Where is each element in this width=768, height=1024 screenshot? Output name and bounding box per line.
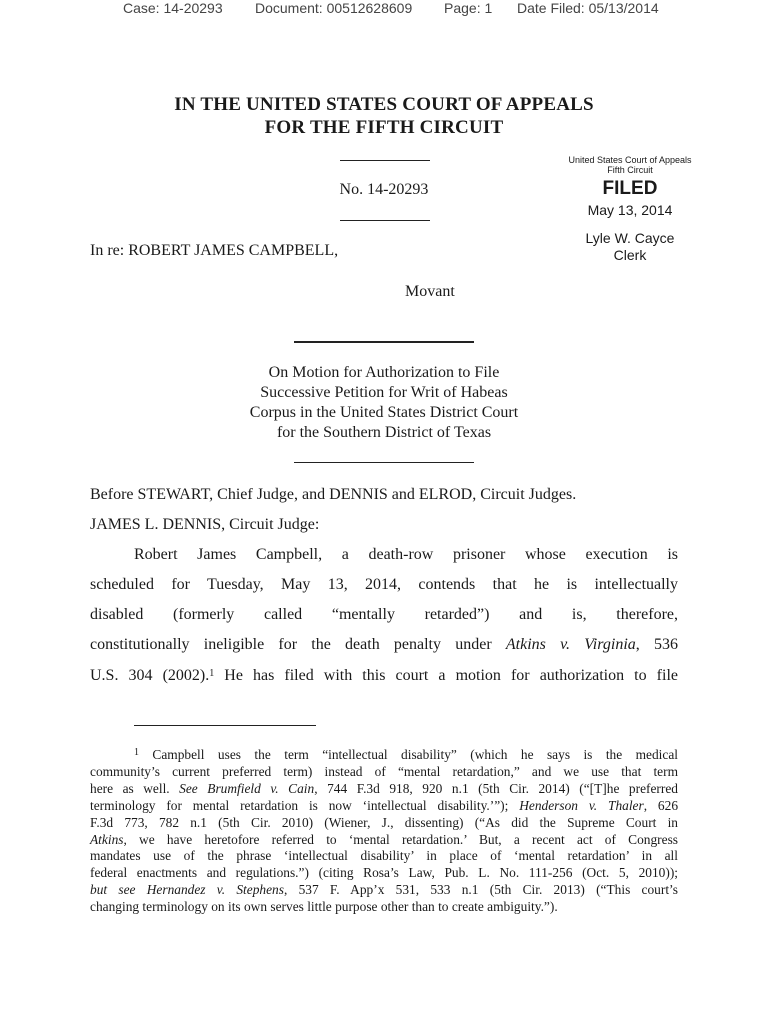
body-line-1: Robert James Campbell, a death-row prisoner whose execution is	[134, 546, 678, 563]
stamp-clerk-name: Lyle W. Cayce	[585, 230, 675, 246]
footnote-line: here as well. See Brumfield v. Cain, 744 F.3d 918, 920 n.1 (5th Cir. 2014) (“[T]he preferred	[90, 780, 678, 796]
stamp-court-line2: Fifth Circuit	[607, 165, 653, 175]
caption-in-re: In re: ROBERT JAMES CAMPBELL,	[90, 242, 339, 259]
stamp-court-line1: United States Court of Appeals	[568, 155, 692, 165]
page-number-header: Page: 1	[444, 0, 493, 16]
footnote-line: mandates use of the phrase ‘intellectual disability’ in place of ‘mental retardation’ in all	[90, 848, 678, 864]
filing-header	[0, 0, 768, 18]
document-number-header: Document: 00512628609	[255, 0, 413, 16]
footnote-line: $^1$ Campbell uses the term “intellectual disability” (which he says is the medical	[134, 747, 678, 762]
motion-line2: Successive Petition for Writ of Habeas	[260, 384, 508, 401]
footnote-line: F.3d 773, 782 n.1 (5th Cir. 2010) (Wiener, J., dissenting) (“As did the Supreme Court in	[90, 814, 678, 830]
footnote-reference[interactable]: 1	[209, 668, 215, 679]
stamp-clerk-title: Clerk	[613, 247, 647, 263]
footnote-line: changing terminology on its own serves little purpose other than to create ambiguity.”).	[90, 899, 558, 915]
body-line-5: U.S. 304 (2002).$^1$ He has filed with this court a motion for authorization to file	[90, 667, 678, 684]
divider-rule	[294, 462, 474, 463]
body-line-4: constitutionally ineligible for the death penalty under Atkins v. Virginia, 536	[90, 636, 678, 653]
motion-line1: On Motion for Authorization to File	[268, 364, 500, 381]
footnote-line: terminology for mental retardation is now ‘intellectual disability.’”); Henderson v. Thaler, 626	[90, 797, 679, 813]
case-citation: Atkins v. Virginia	[505, 636, 636, 653]
footnote-line: community’s current preferred term) instead of “mental retardation,” and we use that term	[90, 763, 678, 779]
case-number-header: Case: 14-20293	[123, 0, 223, 16]
motion-line3: Corpus in the United States District Court	[249, 404, 519, 421]
stamp-date: May 13, 2014	[587, 202, 673, 218]
divider-rule	[340, 160, 430, 161]
stamp-filed: FILED	[602, 178, 658, 199]
body-line-3: disabled (formerly called “mentally retarded”) and is, therefore,	[90, 606, 678, 623]
footnote-marker: 1	[134, 747, 139, 758]
footnote-separator	[134, 725, 316, 726]
motion-line4: for the Southern District of Texas	[276, 424, 492, 441]
case-number: No. 14-20293	[339, 181, 429, 198]
footnote-line: federal enactments and regulations.”) (citing Rosa’s Law, Pub. L. No. 111-256 (Oct. 5, 2010));	[90, 865, 678, 881]
court-title-line1: IN THE UNITED STATES COURT OF APPEALS	[174, 94, 594, 115]
date-filed-header: Date Filed: 05/13/2014	[517, 0, 659, 16]
body-line-2: scheduled for Tuesday, May 13, 2014, contends that he is intellectually	[90, 576, 678, 593]
court-title-line2: FOR THE FIFTH CIRCUIT	[264, 117, 504, 138]
footnote-line: but see Hernandez v. Stephens, 537 F. App’x 531, 533 n.1 (5th Cir. 2013) (“This court’s	[90, 882, 678, 898]
panel-line: Before STEWART, Chief Judge, and DENNIS and ELROD, Circuit Judges.	[90, 486, 577, 503]
divider-rule	[340, 220, 430, 221]
footnote-line: Atkins, we have heretofore referred to ‘mental retardation.’ But, a recent act of Congress	[90, 831, 678, 847]
footnote-1	[90, 745, 678, 916]
caption-role: Movant	[405, 283, 455, 300]
author-line: JAMES L. DENNIS, Circuit Judge:	[90, 516, 320, 533]
divider-rule	[294, 341, 474, 343]
